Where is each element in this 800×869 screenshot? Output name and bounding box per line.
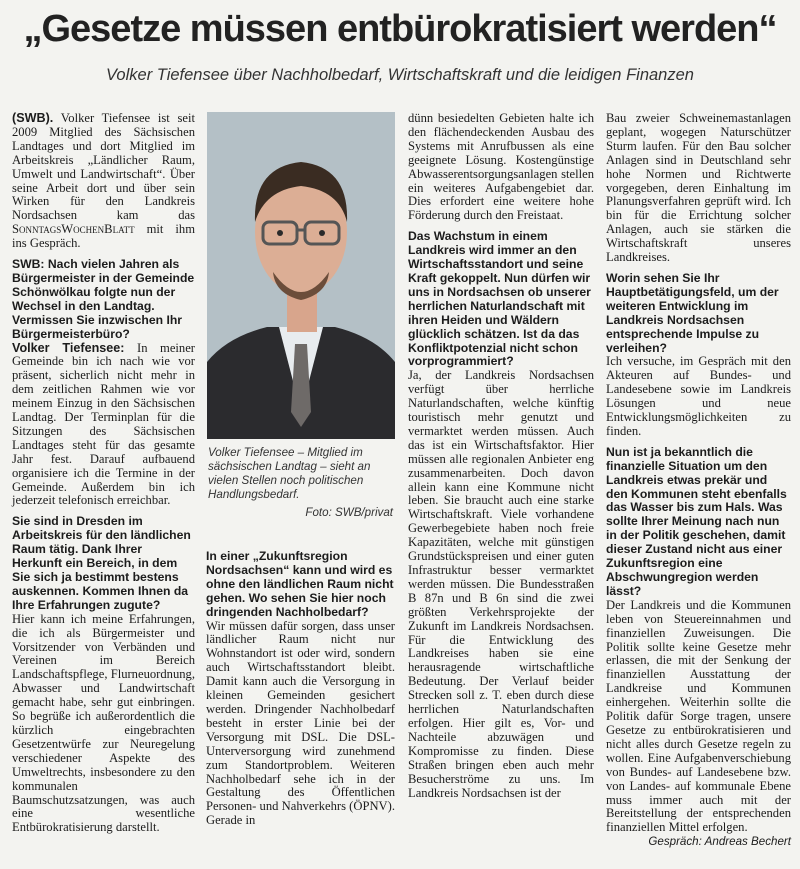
answer-1 [12, 342, 195, 509]
photo-caption: Volker Tiefensee – Mitglied im sächsischen Landtag – sieht an vielen Stellen noch politischen Handlungsbedarf. [208, 446, 371, 501]
intro-paragraph [12, 112, 195, 251]
answer-4-continued: Bau zweier Schweinemastanlagen geplant, wogegen Naturschützer Sturm laufen. Für den Bau solcher Anlagen sind in Deutschland sehr hohe Normen und Richtwerte vorgegeben, deren Einhaltung im Planungsverfahren geprüft wird. Ich bin für die Errichtung solcher Anlagen, auch sie stärken die Wirtschaftskraft unseres Landkreises. [606, 111, 791, 265]
answer-3-continued: dünn besiedelten Gebieten halte ich den flächendeckenden Ausbau des Systems mit Anrufbussen als eine geeignete Lösung. Kostengünstige Abwasserentsorgungsanlagen stellen ein weiteres Aufgabengebiet dar. Dies erfordert eine weitere hohe Förderung durch den Freistaat. [408, 111, 594, 223]
question-1: SWB: Nach vielen Jahren als Bürgermeister in der Gemeinde Schönwölkau folgte nun der Wechsel in den Landtag. Vermissen Sie inzwischen Ihr Bürgermeisterbüro? [12, 257, 195, 341]
question-6: Nun ist ja bekanntlich die finanzielle Situation um den Landkreis etwas prekär und den Kommunen steht ebenfalls das Wasser bis zum Hals. Was sollte Ihrer Meinung nach nun in der Politik geschehen, damit dieser Zustand nicht aus einer Zukunftsregion eine Abschwungregion werden lässt? [606, 444, 787, 598]
portrait-illustration [207, 112, 395, 439]
question-5: Worin sehen Sie Ihr Hauptbetätigungsfeld, um der weiteren Entwicklung im Landkreis Nordsachsen entsprechende Impulse zu verleihen? [606, 270, 779, 355]
column-2 [206, 550, 395, 828]
column-1 [12, 112, 195, 835]
intro-text-end: mit ihm ins Gespräch. [12, 222, 195, 251]
intro-text: Volker Tiefensee ist seit 2009 Mitglied des Sächsischen Landtages und dort Mitglied im Arbeitskreis „Ländlicher Raum, Umwelt und Landwirtschaft“. Über seine Arbeit dort und über sein Wirken für den Landkreis Nordsachsen kam das [12, 111, 196, 223]
question-2: Sie sind in Dresden im Arbeitskreis für den ländlichen Raum tätig. Dank Ihrer Herkunft ein Bereich, in dem Sie sich ja bestimmt bestens auskennen. Kommen Ihnen da Ihre Erfahrungen zugute? [12, 514, 191, 612]
answer-5: Ich versuche, im Gespräch mit den Akteuren auf Bundes- und Landesebene sowie im Landkreis Lösungen und neue Entwicklungsmöglichkeiten zu finden. [606, 354, 791, 438]
column-3 [408, 112, 594, 800]
answer-3: Wir müssen dafür sorgen, dass unser ländlicher Raum nicht nur Wohnstandort ist oder wird, sondern auch Wirtschaftsstandort bleibt. Damit kann auch die Versorgung in kleinen Gemeinden gesichert werden. Dringender Nachholbedarf besteht in erster Linie bei der Versorgung mit DSL. Die DSL-Unterversorgung wird zunehmend zum Standortproblem. Weiteren Nachholbedarf sehe ich in der Gestaltung des Öffentlichen Personen- und Nahverkehrs (ÖPNV). Gerade in [206, 618, 395, 828]
answer-4: Ja, der Landkreis Nordsachsen verfügt über herrliche Naturlandschaften, welche künftig touristisch mehr genutzt und vermarktet werden müssen. Auch das ist ein Wirtschaftsfaktor. Hier müssen alle regionalen Anbieter eng zusammenarbeiten. Doch davon allein kann eine Kommune nicht leben. Sie braucht auch eine starke Wirtschaftskraft. Viele vorhandene Gewerbegebiete haben noch freie Kapazitäten, welche mit günstigen Grundstückspreisen und einer guten Infrastruktur besser vermarktet werden müssen. Die Bundesstraßen B 87n und B 6n sind die zwei größten Verkehrsprojekte der Zukunft im Landkreis Nordsachsen. Für die Entwicklung des Landkreises haben sie eine herausragende wirtschaftliche Bedeutung. Der Verlauf beider Strecken soll z. T. eben durch diese herrlichen Naturlandschaften erfolgen. Hier gilt es, Vor- und Nachteile abzuwägen und Kompromisse zu finden. Diese Straßen bringen eben auch mehr Besucherströme zu uns. Im Landkreis Nordsachsen ist der [408, 368, 594, 800]
publication-name: SonntagsWochenBlatt [12, 222, 135, 237]
answer-6: Der Landkreis und die Kommunen leben von Steuereinnahmen und finanziellen Zuweisungen. Die Politik sollte keine Gesetze mehr erlassen, die mit der Senkung der finanziellen Ausstattung der Landkreise und Kommunen einhergehen. Weiterhin sollte die Politik dafür Sorge tragen, unsere Gesetze zu entbürokratisieren und nicht alles durch Gesetze regeln zu wollen. Eine Aufgabenverschiebung von Bundes- auf Landesebene bzw. von Landes- auf kommunale Ebene muss immer auch mit der Bereitstellung der entsprechenden finanziellen Mittel erfolgen. [606, 597, 791, 835]
answer-1-text: In meiner Gemeinde bin ich nach wie vor präsent, sicherlich nicht mehr in dem zeitlichen Rahmen wie vor meinem Einzug in den Sächsischen Landtag. Der Terminplan für die Sitzungen des Sächsischen Landtages steht für das gesamte Jahr fest. Darauf aufbauend organisiere ich die Termine in der Gemeinde. Außerdem bin ich jederzeit telefonisch erreichbar. [12, 340, 195, 508]
column-4 [606, 112, 791, 849]
photo-credit: Foto: SWB/privat [305, 506, 393, 519]
speaker-name: Volker Tiefensee: [12, 340, 125, 355]
question-3: In einer „Zukunftsregion Nordsachsen“ kann und wird es ohne den ländlichen Raum nicht gehen. Wo sehen Sie hier noch dringenden Nachholbedarf? [206, 549, 394, 619]
intro-lead: (SWB). [12, 111, 54, 125]
portrait-photo [207, 112, 395, 439]
interview-signature: Gespräch: Andreas Bechert [648, 835, 791, 849]
answer-2: Hier kann ich meine Erfahrungen, die ich als Bürgermeister und Vorsitzender von Verbänden und Vereinen im Bereich Landschaftspflege, Flurneuordnung, Abwasser und Landwirtschaft gemacht habe, sehr gut einbringen. So begrüße ich außerordentlich die kürzlich eingebrachten Gesetzentwürfe zur Neuregelung verschiedener Aspekte des Umweltrechts, insbesondere zu den kommunalen Baumschutzsatzungen, was auch eine wesentliche Entbürokratisierung darstellt. [12, 611, 195, 835]
subheadline: Volker Tiefensee über Nachholbedarf, Wirtschaftskraft und die leidigen Finanzen [106, 66, 694, 84]
question-4: Das Wachstum in einem Landkreis wird immer an den Wirtschaftsstandort und seine Kraft gekoppelt. Nun dürfen wir uns in Nordsachsen ob unserer herrlichen Naturlandschaft mit ihren Heiden und Wäldern glücklich schätzen. Ist da das Konfliktpotenzial nicht schon vorprogrammiert? [408, 229, 591, 369]
headline: „Gesetze müssen entbürokratisiert werden“ [23, 8, 777, 50]
